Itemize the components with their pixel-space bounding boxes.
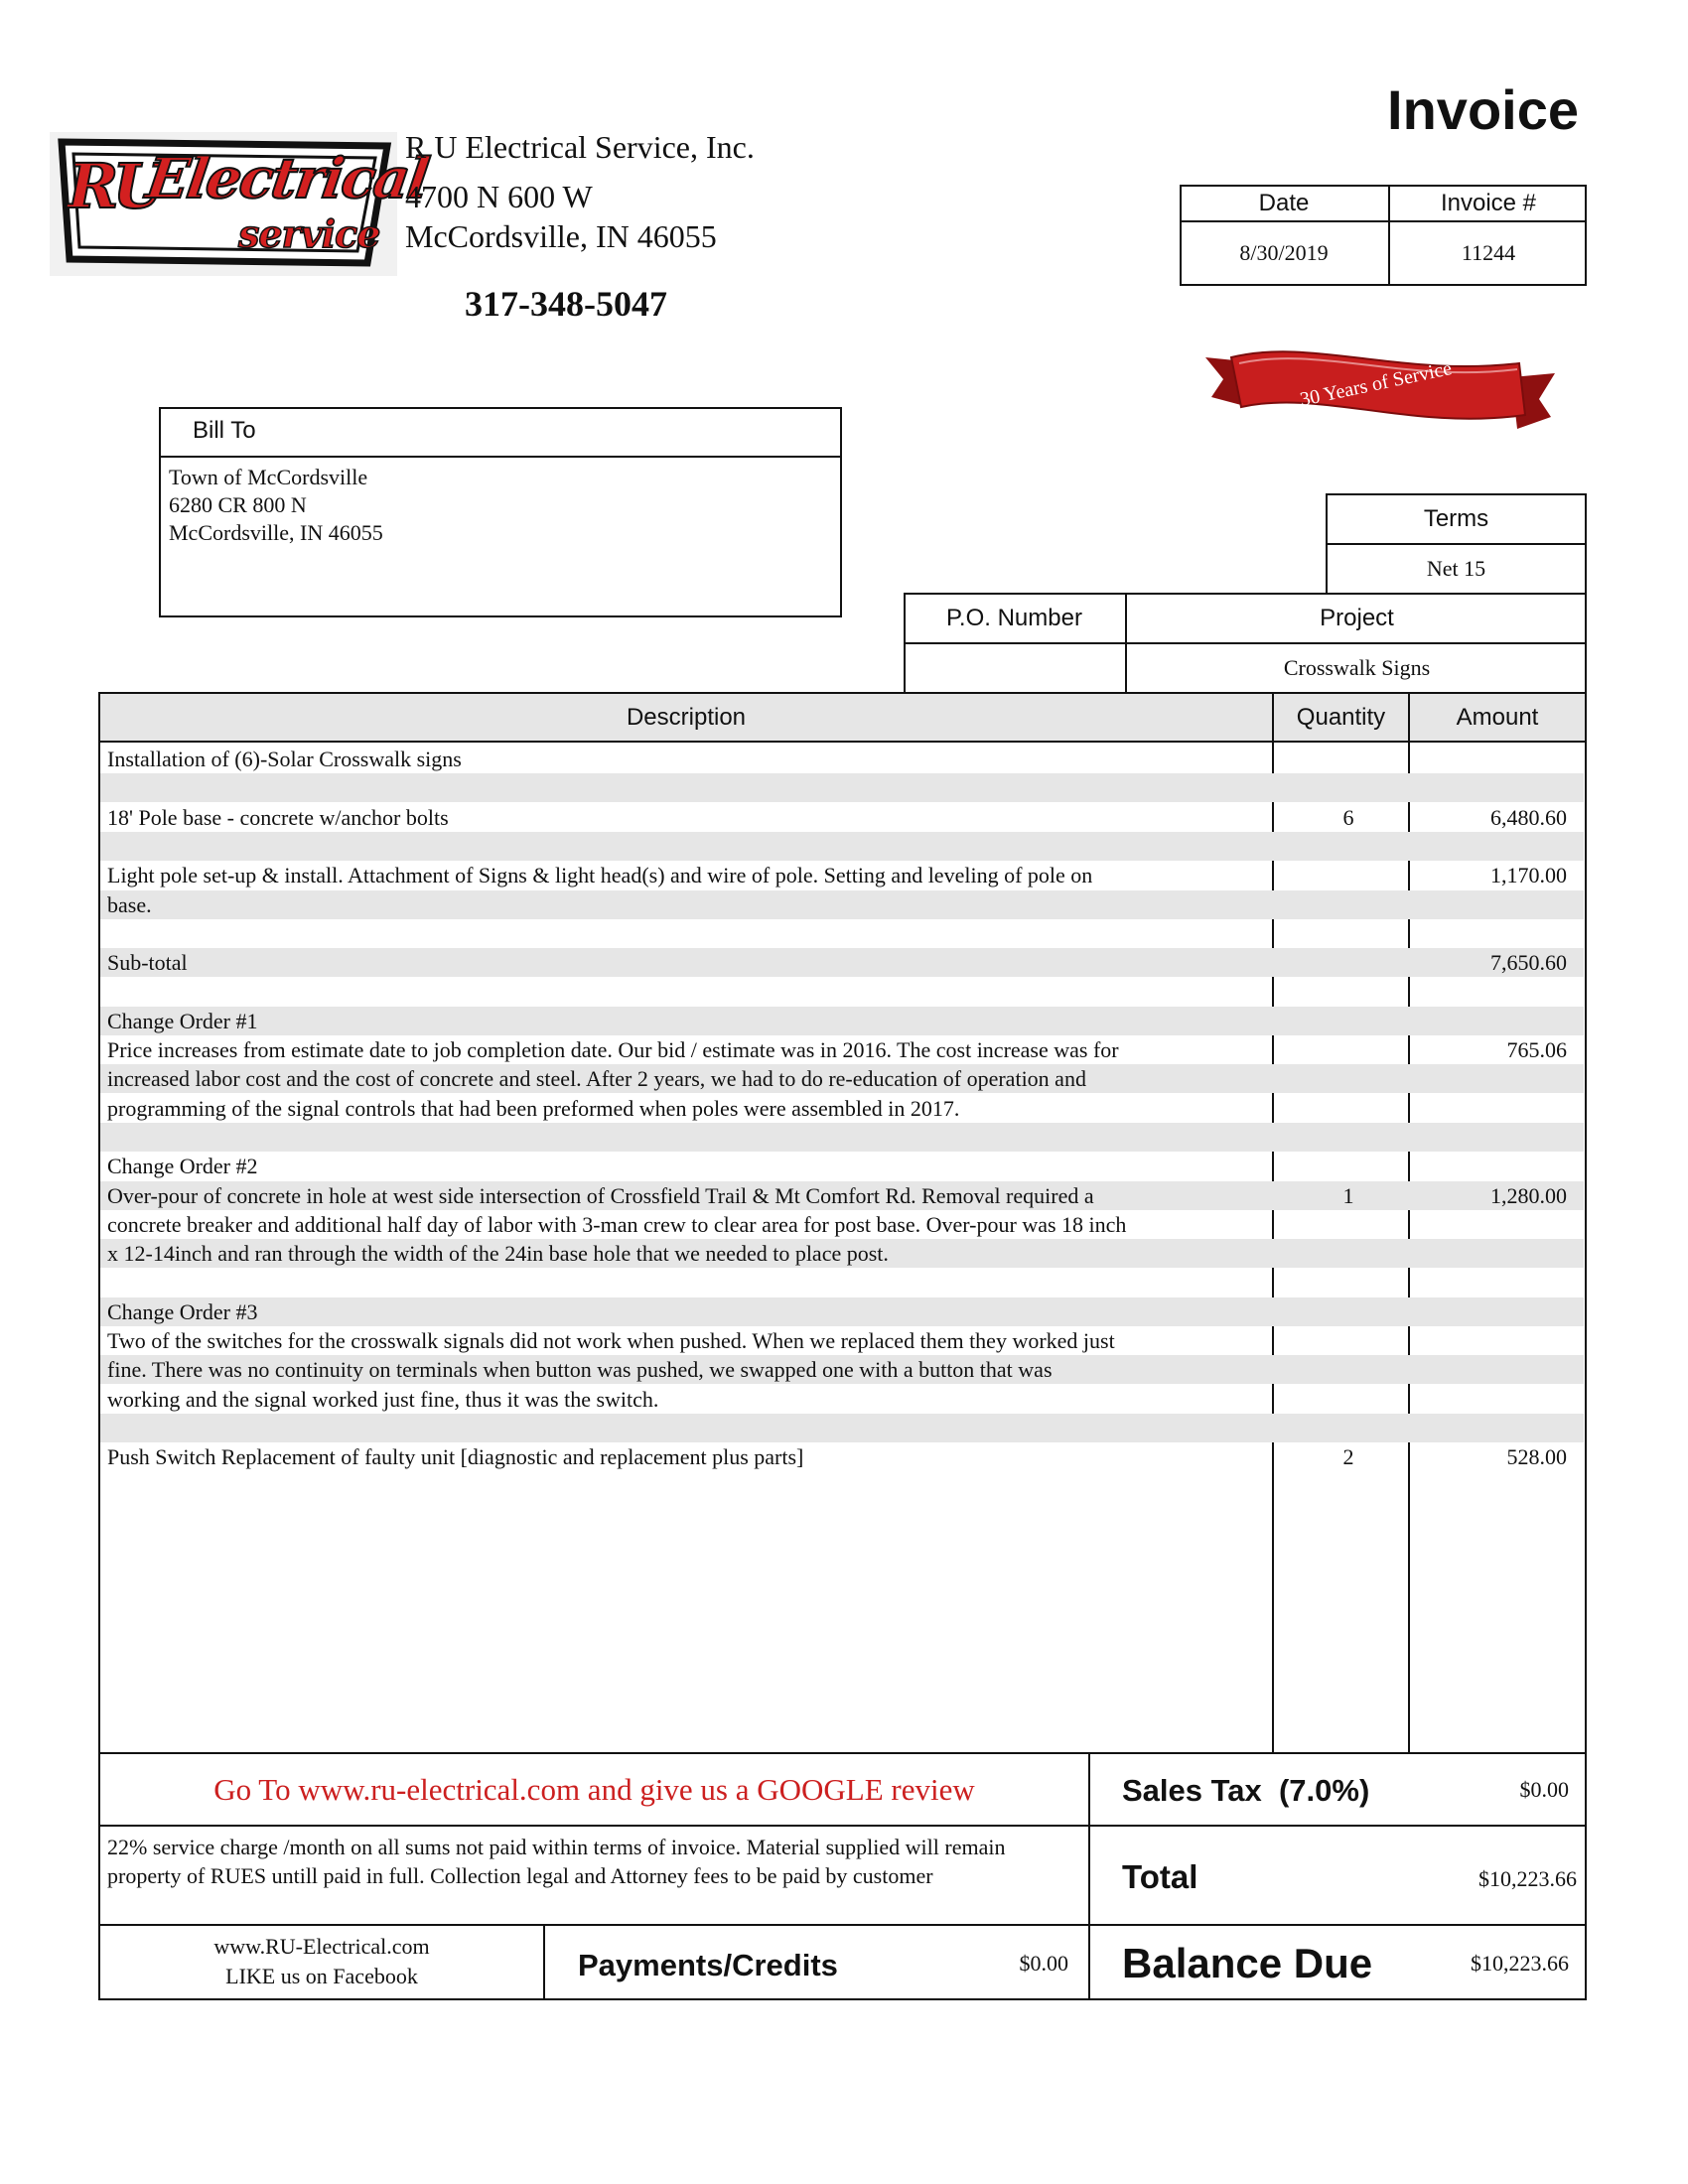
line-description: Installation of (6)-Solar Crosswalk signs [107,747,462,771]
bill-to-line-1: Town of McCordsville [169,465,368,489]
line-description: Change Order #2 [107,1154,258,1179]
website-link[interactable]: www.RU-Electrical.com [213,1934,430,1959]
line-description: Change Order #3 [107,1298,258,1324]
line-amount: 6,480.60 [1490,804,1567,830]
balance-due-label: Balance Due [1122,1940,1373,1986]
bill-to-label: Bill To [193,417,256,444]
table-row [100,1414,1584,1442]
sales-tax-label: Sales Tax (7.0%) [1122,1773,1370,1808]
line-amount: 528.00 [1506,1444,1567,1470]
line-description: x 12-14inch and ran through the width of the 24in base hole that we needed to place post. [107,1241,889,1267]
description-header: Description [626,703,747,731]
table-row [100,1123,1584,1152]
total-label: Total [1122,1858,1198,1895]
balance-due-value: $10,223.66 [1471,1951,1569,1976]
po-number-value [904,644,1125,692]
line-amount: 1,280.00 [1490,1182,1567,1208]
anniversary-ribbon [1201,338,1559,437]
line-quantity: 6 [1342,804,1354,830]
table-row [100,773,1584,802]
total-value: $10,223.66 [1478,1866,1577,1891]
sales-tax-value: $0.00 [1519,1777,1569,1802]
invoice-number-label: Invoice # [1440,190,1537,216]
line-amount: 7,650.60 [1490,950,1567,976]
line-description: Over-pour of concrete in hole at west side intersection of Crossfield Trail & Mt Comfort Rd. Removal required a [107,1182,1094,1208]
line-description: programming of the signal controls that had been preformed when poles were assembled in 2017. [107,1095,960,1121]
company-logo [50,132,432,276]
invoice-title: Invoice [1387,78,1579,141]
table-row [100,1268,1584,1297]
line-description: Two of the switches for the crosswalk signals did not work when pushed. When we replaced them they worked just [107,1328,1115,1353]
line-description: Sub-total [107,950,188,976]
line-description: fine. There was no continuity on terminals when button was pushed, we swapped one with a button that was [107,1357,1053,1383]
quantity-header: Quantity [1296,703,1386,731]
line-description: working and the signal worked just fine, thus it was the switch. [107,1386,659,1412]
invoice-number-value: 11244 [1461,240,1516,265]
table-row [100,832,1584,861]
line-description: Light pole set-up & install. Attachment of Signs & light head(s) and wire of pole. Setting and leveling of pole on [107,863,1093,888]
line-amount: 765.06 [1506,1037,1567,1062]
company-address-1: 4700 N 600 W [405,179,593,214]
po-number-label: P.O. Number [946,605,1082,631]
line-description: Price increases from estimate date to job completion date. Our bid / estimate was in 2016. The cost increase was for [107,1037,1119,1062]
amount-header: Amount [1456,703,1539,731]
line-description: 18' Pole base - concrete w/anchor bolts [107,804,449,830]
line-description: Change Order #1 [107,1008,258,1033]
line-amount: 1,170.00 [1490,863,1567,888]
project-value: Crosswalk Signs [1283,655,1431,680]
payment-terms-text: 22% service charge /month on all sums not paid within terms of invoice. Material supplied will remain property of RUES untill paid in full. Collection legal and Attorney fees to be paid by customer [107,1835,1006,1888]
project-label: Project [1320,605,1394,631]
company-name: R U Electrical Service, Inc. [405,129,755,165]
logo-ru-text: RU [68,150,161,222]
line-description: concrete breaker and additional half day of labor with 3-man crew to clear area for post base. Over-pour was 18 inch [107,1211,1127,1237]
payments-credits-value: $0.00 [1019,1951,1068,1976]
date-label: Date [1258,190,1310,216]
table-row [100,919,1584,948]
line-description: increased labor cost and the cost of concrete and steel. After 2 years, we had to do re-education of operation and [107,1066,1086,1092]
bill-to-line-3: McCordsville, IN 46055 [169,520,383,545]
company-address-2: McCordsville, IN 46055 [405,218,717,254]
line-description: Push Switch Replacement of faulty unit [diagnostic and replacement plus parts] [107,1444,804,1470]
logo-electrical-text: Electrical [142,146,432,211]
bill-to-line-2: 6280 CR 800 N [169,492,307,517]
logo-service-text: service [238,211,380,256]
line-quantity: 1 [1342,1182,1354,1208]
terms-value: Net 15 [1426,556,1486,581]
table-row [100,977,1584,1006]
line-quantity: 2 [1342,1444,1354,1470]
ribbon-text: 30 Years of Service [1298,357,1455,411]
terms-label: Terms [1423,505,1489,532]
payments-credits-label: Payments/Credits [578,1948,838,1982]
company-phone: 317-348-5047 [465,284,667,324]
facebook-link[interactable]: LIKE us on Facebook [225,1964,418,1988]
google-review-link[interactable]: Go To www.ru-electrical.com and give us a GOOGLE review [213,1771,975,1807]
line-description: base. [107,891,152,917]
date-value: 8/30/2019 [1239,240,1329,265]
